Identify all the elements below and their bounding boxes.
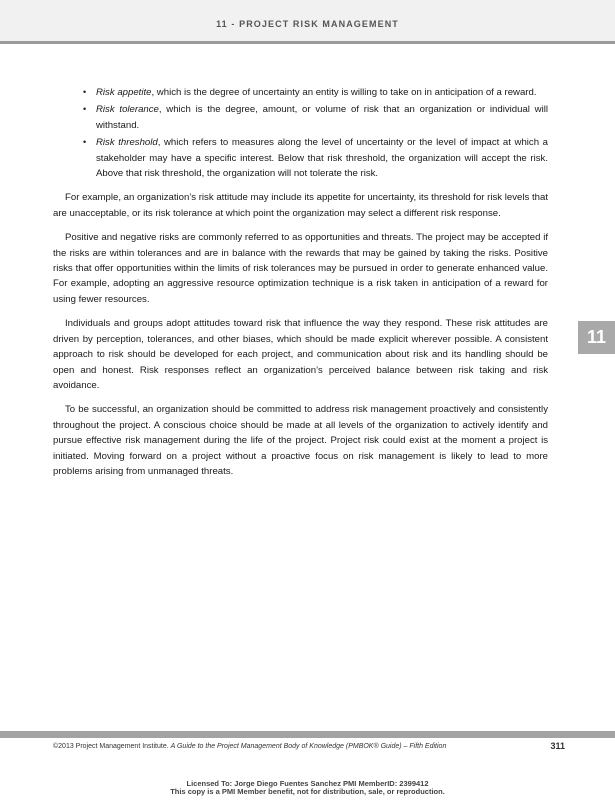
chapter-tab: 11 — [578, 321, 615, 354]
list-item — [83, 85, 548, 100]
paragraph: Positive and negative risks are commonly referred to as opportunities and threats. The project may be accepted if the risks are within tolerances and are in balance with the rewards that may be gained by taking the risks. Positive risks that offer opportunities within the limits of risk tolerances may be pursued in order to generate enhanced value. For example, adopting an aggressive resource optimization technique is a risk taken in anticipation of a reward for using fewer resources. — [53, 232, 548, 305]
page-body — [53, 85, 548, 479]
paragraph: For example, an organization’s risk attitude may include its appetite for uncertainty, its threshold for risk levels that are unacceptable, or its risk tolerance at which point the organization may select a different risk response. — [53, 192, 548, 219]
book-title: A Guide to the Project Management Body of Knowledge (PMBOK® Guide) – Fifth Edition — [170, 743, 447, 750]
bullet-icon: • — [83, 137, 87, 148]
page-header — [0, 0, 615, 44]
term: Risk threshold — [96, 137, 158, 149]
list-item — [83, 102, 548, 133]
page-number: 311 — [550, 741, 565, 751]
risk-attitude-list — [53, 85, 548, 181]
definition: , which is the degree, amount, or volume of risk that an organization or individual will withstand. — [96, 104, 548, 131]
chapter-header-title: 11 - PROJECT RISK MANAGEMENT — [216, 19, 399, 29]
term: Risk tolerance — [96, 104, 159, 116]
definition: , which is the degree of uncertainty an entity is willing to take on in anticipation of a reward. — [151, 87, 537, 98]
footer-rule — [0, 731, 615, 738]
bullet-icon: • — [83, 104, 87, 115]
footer-citation — [53, 743, 446, 750]
paragraph: Individuals and groups adopt attitudes toward risk that influence the way they respond. These risk attitudes are driven by perception, tolerances, and other biases, which should be made explicit wherever possible. A consistent approach to risk should be developed for each project, and communication about risk and its handling should be open and honest. Risk responses reflect an organization’s perceived balance between risk taking and risk avoidance. — [53, 318, 548, 391]
license-line: This copy is a PMI Member benefit, not for distribution, sale, or reproduction. — [170, 787, 445, 796]
bullet-icon: • — [83, 87, 87, 97]
copyright-text: ©2013 Project Management Institute. — [53, 743, 171, 750]
license-line: Licensed To: Jorge Diego Fuentes Sanchez PMI MemberID: 2399412 — [186, 779, 429, 788]
definition: , which refers to measures along the level of uncertainty or the level of impact at which a stakeholder may have a specific interest. Below that risk threshold, the organization will accept the risk. Above that risk threshold, the organization will not tolerate the risk. — [96, 137, 549, 180]
term: Risk appetite — [96, 87, 152, 98]
paragraph: To be successful, an organization should be committed to address risk management proactively and consistently throughout the project. A conscious choice should be made at all levels of the organization to actively identify and pursue effective risk management during the life of the project. Project risk could exist at the moment a project is initiated. Moving forward on a project without a proactive focus on risk management is likely to lead to more problems arising from unmanaged threats. — [53, 404, 548, 477]
license-notice — [0, 780, 615, 796]
list-item — [83, 135, 548, 181]
